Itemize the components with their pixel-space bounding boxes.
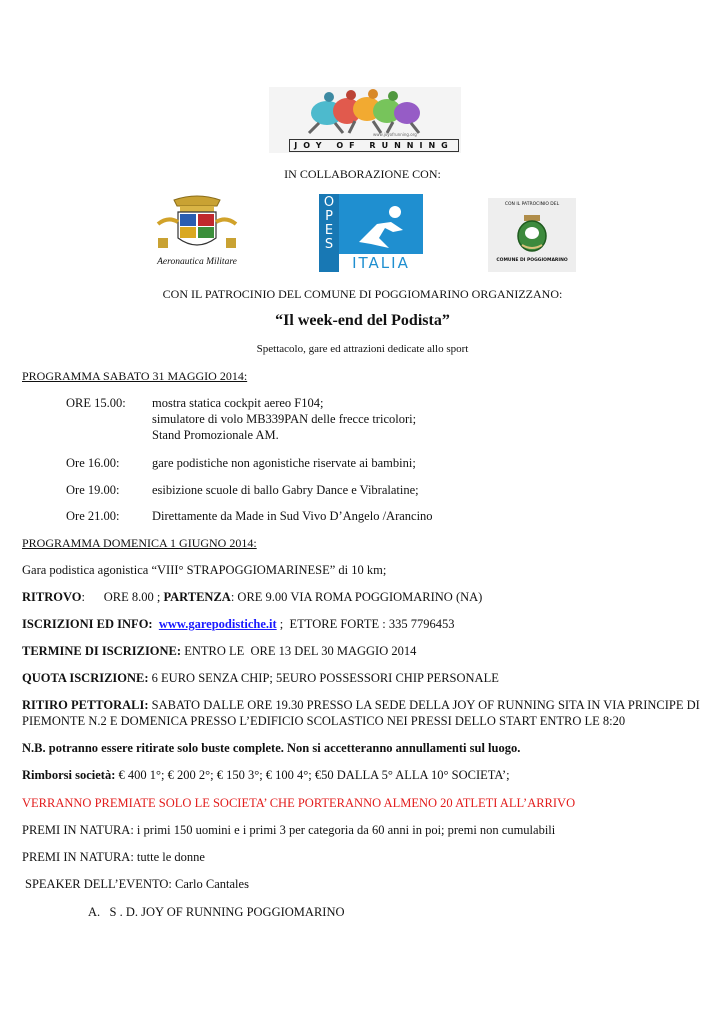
ritiro-line-2: PIEMONTE N.2 E DOMENICA PRESSO L’EDIFICIO SCOLASTICO NEI PRESSI DELLO START ENTRO LE 8:20 [22,714,626,728]
comune-poggiomarino-logo [488,198,576,272]
comune-logo-top-text: CON IL PATROCINIO DEL [504,202,560,207]
quota-label: QUOTA ISCRIZIONE: [22,671,149,685]
ritiro-text: SABATO DALLE ORE 19.30 PRESSO LA SEDE DELLA JOY OF RUNNING SITA IN VIA PRINCIPE DI [148,698,700,712]
schedule-time: ORE 15.00: [66,396,126,410]
coat-of-arms-icon [144,194,250,256]
schedule-desc: Direttamente da Made in Sud Vivo D’Angelo /Arancino [152,509,433,523]
nb-note: N.B. potranno essere ritirate solo buste complete. Non si accetteranno annullamenti sul luogo. [22,741,521,755]
speaker-line: SPEAKER DELL’EVENTO: Carlo Cantales [25,877,249,891]
ritiro-label: RITIRO PETTORALI: [22,698,149,712]
termine-text: ENTRO LE ORE 13 DEL 30 MAGGIO 2014 [181,644,417,658]
ritrovo-label: RITROVO [22,590,82,604]
rimborsi-text: € 400 1°; € 200 2°; € 150 3°; € 100 4°; €50 DALLA 5° ALLA 10° SOCIETA’; [115,768,510,782]
opes-italia-logo [319,194,423,272]
comune-crest-icon [510,211,554,255]
premi-donne: PREMI IN NATURA: tutte le donne [22,850,205,864]
schedule-desc: simulatore di volo MB339PAN delle frecce tricolori; [152,412,417,426]
iscrizioni-line [22,616,712,632]
rimborsi-line [22,767,712,783]
collaboration-heading: IN COLLABORAZIONE CON: [284,167,441,181]
rimborsi-label: Rimborsi società: [22,768,116,782]
schedule-desc: gare podistiche non agonistiche riservate ai bambini; [152,456,416,470]
joy-logo-text: JOY OF RUNNING [289,139,459,152]
signature-line: A. S . D. JOY OF RUNNING POGGIOMARINO [88,905,345,919]
termine-label: TERMINE DI ISCRIZIONE: [22,644,182,658]
partenza-text: : ORE 9.00 VIA ROMA POGGIOMARINO (NA) [230,590,483,604]
quota-text: 6 EURO SENZA CHIP; 5EURO POSSESSORI CHIP PERSONALE [148,671,499,685]
opes-italia-text: ITALIA [352,254,410,272]
schedule-desc: Stand Promozionale AM. [152,428,279,442]
ritrovo-line [22,589,712,605]
premiate-notice: VERRANNO PREMIATE SOLO LE SOCIETA’ CHE PORTERANNO ALMENO 20 ATLETI ALL’ARRIVO [22,796,576,810]
partenza-label: PARTENZA [163,590,231,604]
ritiro-line [22,697,712,713]
premi-uomini: PREMI IN NATURA: i primi 150 uomini e i primi 3 per categoria da 60 anni in poi; premi non cumulabili [22,823,556,837]
patronage-heading: CON IL PATROCINIO DEL COMUNE DI POGGIOMARINO ORGANIZZANO: [162,287,563,301]
race-description: Gara podistica agonistica “VIII° STRAPOGGIOMARINESE” di 10 km; [22,563,387,577]
garepodistiche-link[interactable]: www.garepodistiche.it [158,617,277,631]
aeronautica-militare-logo [144,194,250,270]
schedule-desc: mostra statica cockpit aereo F104; [152,396,324,410]
opes-vertical-text: OPES [323,195,335,252]
event-subtitle: Spettacolo, gare ed attrazioni dedicate allo sport [256,343,469,355]
comune-logo-bottom-text: COMUNE DI POGGIOMARINO [496,258,568,263]
joy-of-running-logo [269,87,461,153]
schedule-desc: esibizione scuole di ballo Gabry Dance e Vibralatine; [152,483,419,497]
saturday-heading: PROGRAMMA SABATO 31 MAGGIO 2014: [22,369,248,383]
joy-logo-url: www.joyofrunning.org [373,132,417,137]
schedule-time: Ore 16.00: [66,456,120,470]
schedule-time: Ore 21.00: [66,509,120,523]
schedule-time: Ore 19.00: [66,483,120,497]
sunday-heading: PROGRAMMA DOMENICA 1 GIUGNO 2014: [22,536,257,550]
iscrizioni-text: ; ETTORE FORTE : 335 7796453 [276,617,455,631]
event-title: “Il week-end del Podista” [275,312,450,329]
aeronautica-caption: Aeronautica Militare [157,257,237,267]
termine-line [22,643,712,659]
iscrizioni-label: ISCRIZIONI ED INFO: [22,617,153,631]
quota-line [22,670,712,686]
ritrovo-text: : ORE 8.00 ; [81,590,164,604]
